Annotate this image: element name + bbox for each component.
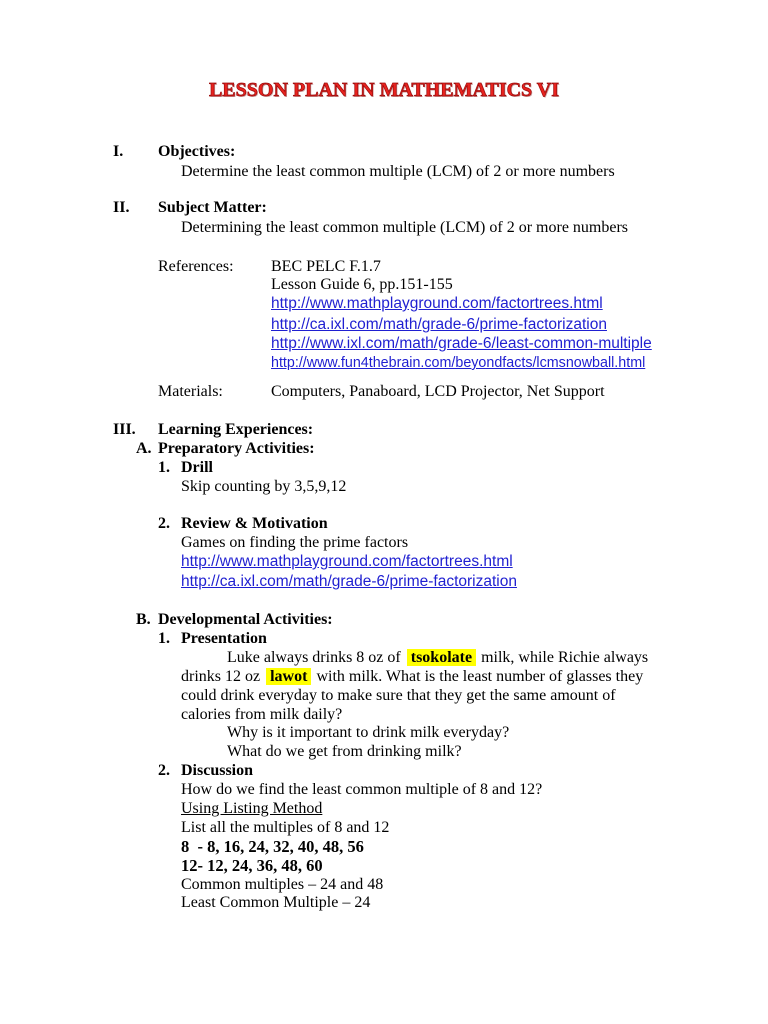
discussion-number: 2. — [158, 762, 170, 779]
common-multiples: Common multiples – 24 and 48 — [181, 876, 384, 893]
references-label: References: — [158, 258, 234, 275]
reference-item: Lesson Guide 6, pp.151-155 — [271, 276, 453, 293]
presentation-text: drinks 12 oz — [181, 668, 265, 685]
presentation-text: with milk. What is the least number of glasses they — [312, 668, 644, 685]
reference-link-mathplayground[interactable]: http://www.mathplayground.com/factortrees.html — [271, 295, 603, 312]
reference-item: BEC PELC F.1.7 — [271, 258, 381, 275]
review-motivation-heading: Review & Motivation — [181, 515, 328, 532]
section-numeral-objectives: I. — [113, 143, 124, 160]
multiples-of-8: 8 - 8, 16, 24, 32, 40, 48, 56 — [181, 837, 364, 856]
drill-number: 1. — [158, 459, 170, 476]
review-text: Games on finding the prime factors — [181, 534, 409, 551]
objectives-heading: Objectives: — [158, 143, 236, 160]
reference-link-ixl-prime-factorization[interactable]: http://ca.ixl.com/math/grade-6/prime-factorization — [271, 316, 607, 333]
materials-text: Computers, Panaboard, LCD Projector, Net Support — [271, 383, 605, 400]
subject-matter-heading: Subject Matter: — [158, 199, 267, 216]
presentation-line: could drink everyday to make sure that they get the same amount of — [181, 687, 616, 704]
discussion-heading: Discussion — [181, 762, 254, 779]
discussion-instruction: List all the multiples of 8 and 12 — [181, 819, 390, 836]
subsection-letter-developmental: B. — [136, 611, 151, 628]
developmental-activities-heading: Developmental Activities: — [158, 611, 333, 628]
reference-link-ixl-least-common-multiple[interactable]: http://www.ixl.com/math/grade-6/least-common-multiple — [271, 335, 652, 352]
highlighted-word: lawot — [266, 668, 311, 685]
multiples-of-12: 12- 12, 24, 36, 48, 60 — [181, 856, 323, 875]
subject-matter-text: Determining the least common multiple (LCM) of 2 or more numbers — [181, 219, 629, 236]
presentation-text: milk, while Richie always — [477, 649, 649, 666]
drill-text: Skip counting by 3,5,9,12 — [181, 478, 347, 495]
subsection-letter-preparatory: A. — [136, 440, 152, 457]
discussion-method: Using Listing Method — [181, 800, 323, 817]
document-title: LESSON PLAN IN MATHEMATICS VI — [208, 79, 560, 101]
learning-experiences-heading: Learning Experiences: — [158, 421, 314, 438]
section-numeral-subject-matter: II. — [113, 199, 130, 216]
objectives-text: Determine the least common multiple (LCM) of 2 or more numbers — [181, 163, 615, 180]
discussion-question: How do we find the least common multiple of 8 and 12? — [181, 781, 543, 798]
presentation-heading: Presentation — [181, 630, 267, 647]
presentation-number: 1. — [158, 630, 170, 647]
presentation-line — [181, 667, 643, 686]
least-common-multiple: Least Common Multiple – 24 — [181, 894, 371, 911]
drill-heading: Drill — [181, 459, 213, 476]
presentation-line: calories from milk daily? — [181, 706, 343, 723]
review-link-ixl-prime-factorization[interactable]: http://ca.ixl.com/math/grade-6/prime-factorization — [181, 573, 517, 590]
preparatory-activities-heading: Preparatory Activities: — [158, 440, 315, 457]
materials-label: Materials: — [158, 383, 223, 400]
presentation-text: Luke always drinks 8 oz of — [227, 649, 405, 666]
section-numeral-learning-experiences: III. — [113, 421, 136, 438]
presentation-question: What do we get from drinking milk? — [227, 743, 462, 760]
highlighted-word: tsokolate — [407, 649, 476, 666]
reference-link-fun4thebrain[interactable]: http://www.fun4thebrain.com/beyondfacts/lcmsnowball.html — [271, 355, 646, 371]
review-number: 2. — [158, 515, 170, 532]
presentation-line — [227, 648, 648, 667]
review-link-mathplayground[interactable]: http://www.mathplayground.com/factortrees.html — [181, 553, 513, 570]
presentation-question: Why is it important to drink milk everyday? — [227, 724, 510, 741]
